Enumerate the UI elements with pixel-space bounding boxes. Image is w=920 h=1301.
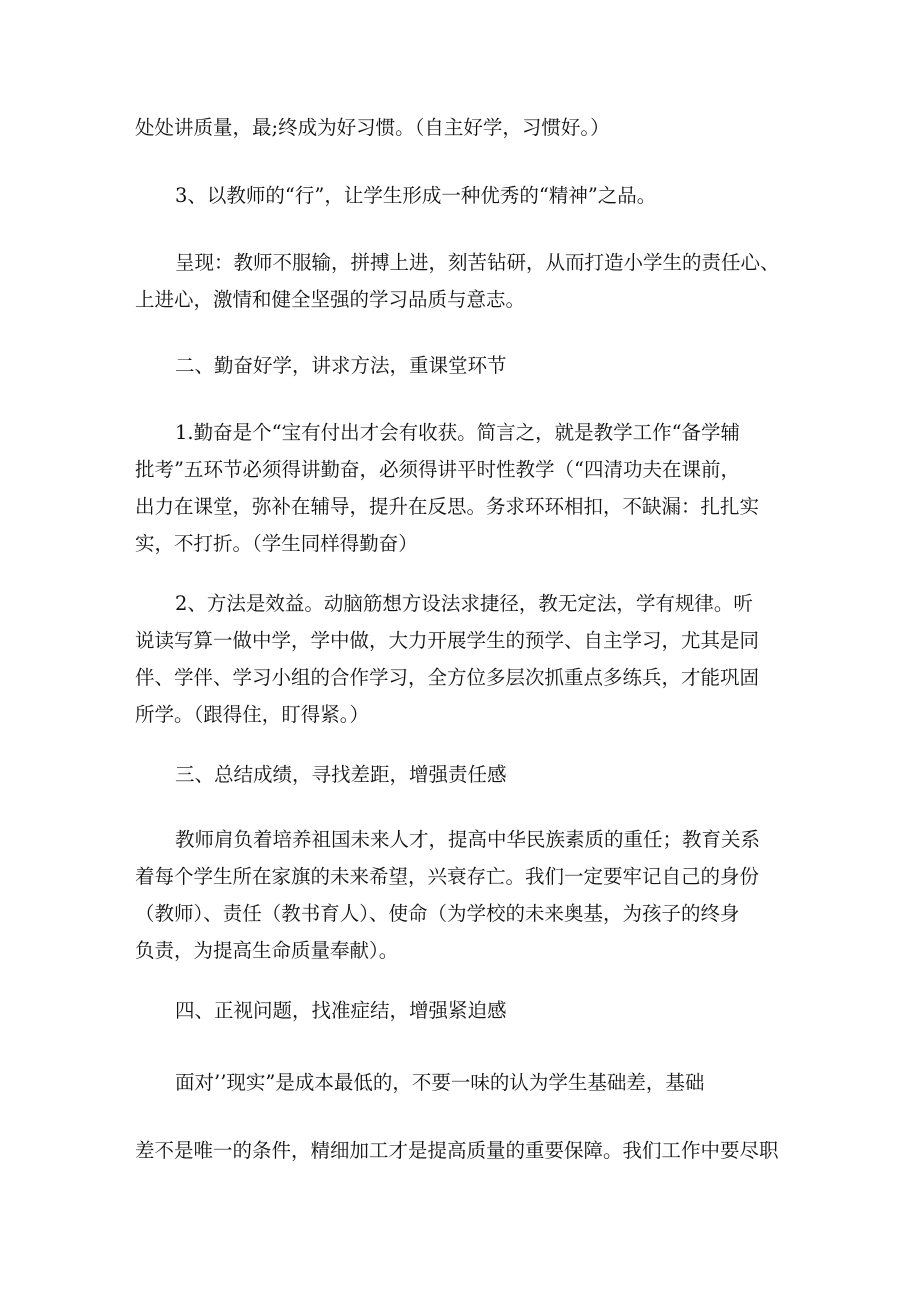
heading-text: 二、勤奋好学，讲求方法，重课堂环节: [175, 354, 507, 377]
text-line: 1.勤奋是个“宝有付出才会有收获。简言之，就是教学工作“备学辅: [175, 421, 741, 444]
paragraph-responsibility: [135, 821, 790, 969]
text-line: 处处讲质量，最;终成为好习惯。（自主好学，习惯好。）: [135, 116, 610, 139]
text-line: 差不是唯一的条件，精细加工才是提高质量的重要保障。我们工作中要尽职: [135, 1139, 779, 1162]
text-line: 2、方法是效益。动脑筋想方设法求捷径，教无定法，学有规律。听: [175, 592, 753, 615]
text-line: 伴、学伴、学习小组的合作学习，全方位多层次抓重点多练兵，才能巩固: [135, 666, 760, 689]
text-line: 面对’’现实”是成本最低的，不要一味的认为学生基础差，基础: [175, 1071, 705, 1094]
paragraph-point-3: [175, 177, 790, 214]
heading-text: 三、总结成绩，寻找差距，增强责任感: [175, 763, 507, 786]
text-line: （教师）、责任（教书育人）、使命（为学校的未来奥基，为孩子的终身: [135, 902, 740, 925]
text-line: 所学。（跟得住，盯得紧。）: [135, 703, 370, 726]
text-line: 教师肩负着培养祖国未来人才，提高中华民族素质的重任；教育关系: [175, 828, 761, 851]
text-line: 出力在课堂，弥补在辅导，提升在反思。务求环环相扣，不缺漏：扎扎实: [135, 495, 760, 518]
text-line: 负责，为提高生命质量奉献）。: [135, 939, 399, 962]
text-line: 上进心，激情和健全坚强的学习品质与意志。: [135, 288, 526, 311]
section-heading-3: [175, 756, 790, 793]
text-line: 批考”五环节必须得讲勤奋，必须得讲平时性教学（“四清功夫在课前，: [135, 458, 740, 481]
text-line: 3、以教师的“行”，让学生形成一种优秀的“精神”之品。: [175, 184, 657, 207]
paragraph-reality: [175, 1064, 790, 1101]
text-line: 着每个学生所在家旗的未来希望，兴衰存亡。我们一定要牢记自己的身份: [135, 865, 760, 888]
heading-text: 四、正视问题，找准症结，增强紧迫感: [175, 999, 507, 1022]
section-heading-2: [175, 347, 790, 384]
text-line: 实，不打折。（学生同样得勤奋）: [135, 532, 418, 555]
paragraph-diligence: [135, 414, 790, 562]
text-line: 呈现：教师不服输，拼搏上进，刻苦钻研，从而打造小学生的责任心、: [175, 251, 780, 274]
paragraph-continuation: [135, 109, 790, 146]
paragraph-method: [135, 585, 790, 733]
paragraph-reality-continued: [135, 1132, 790, 1169]
paragraph-presentation: [135, 244, 790, 318]
text-line: 说读写算一做中学，学中做，大力开展学生的预学、自主学习，尤其是同: [135, 629, 760, 652]
section-heading-4: [175, 992, 790, 1029]
